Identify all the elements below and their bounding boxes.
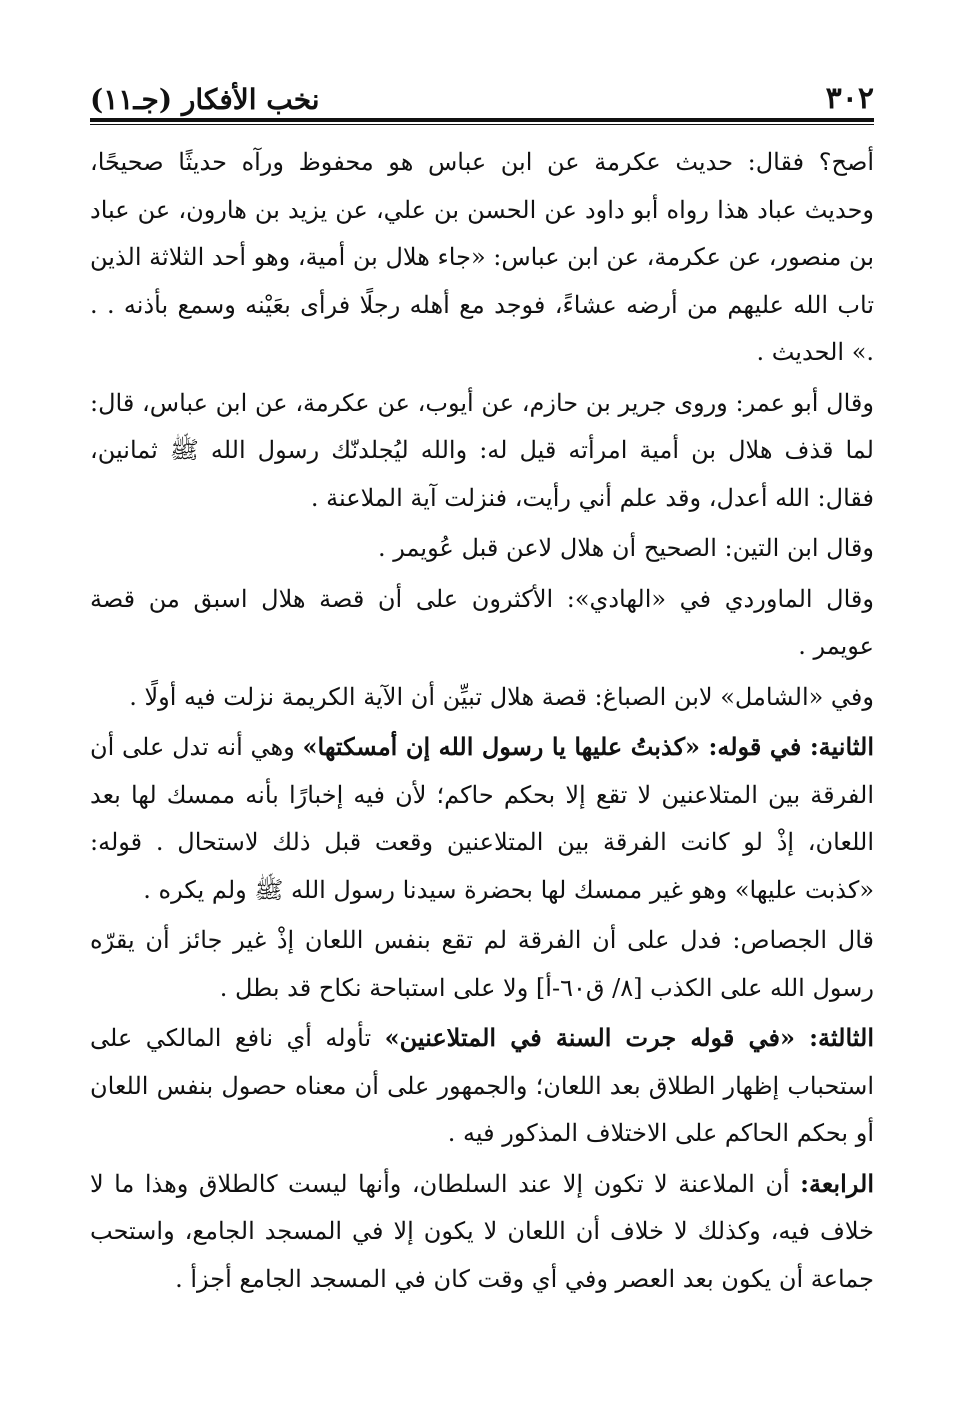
paragraph-3	[90, 524, 874, 573]
paragraph-text: وقال الماوردي في «الهادي»: الأكثرون على أن قصة هلال اسبق من قصة عويمر .	[90, 584, 874, 660]
paragraph-text: قال الجصاص: فدل على أن الفرقة لم تقع بنفس اللعان إذْ غير جائز أن يقرّه رسول الله على الكذب [٨/ ق٦٠-أ] ولا على استباحة نكاح قد بطل .	[90, 926, 874, 1002]
paragraph-text: تأوله أي نافع المالكي على استحباب إظهار الطلاق بعد اللعان؛ والجمهور على أن معناه حصول بنفس اللعان أو بحكم الحاكم على الاختلاف المذكور فيه .	[90, 1024, 874, 1147]
paragraph-8	[90, 1014, 874, 1158]
paragraph-2	[90, 379, 874, 523]
paragraph-6	[90, 723, 874, 914]
paragraph-text: وقال أبو عمر: وروى جرير بن حازم، عن أيوب، عن عكرمة، عن ابن عباس، قال: لما قذف هلال بن أمية امرأته قيل له: والله ليُجلدنّك رسول الله ﷺ ثمانين، فقال: الله أعدل، وقد علم أني رأيت، فنزلت آية الملاعنة .	[90, 388, 874, 512]
header-rule-thin	[90, 124, 874, 125]
paragraph-text: أن الملاعنة لا تكون إلا عند السلطان، وأنها ليست كالطلاق وهذا ما لا خلاف فيه، وكذلك لا خلاف أن اللعان لا يكون إلا في المسجد الجامع، واستحب جماعة أن يكون بعد العصر وفي أي وقت كان في المسجد الجامع أجزأ .	[90, 1169, 874, 1293]
running-title: نخب الأفكار (جـ١١)	[90, 83, 320, 116]
paragraph-lead: الثانية: في قوله: «كذبتُ عليها يا رسول الله إن أمسكتها»	[302, 732, 875, 761]
paragraph-7	[90, 916, 874, 1012]
page-number: ٣٠٢	[825, 81, 874, 116]
page-header	[90, 66, 874, 116]
paragraph-text: وفي «الشامل» لابن الصباغ: قصة هلال تبيِّن أن الآية الكريمة نزلت فيه أولًا .	[129, 682, 874, 711]
paragraph-text: أصح؟ فقال: حديث عكرمة عن ابن عباس هو محفوظ ورآه حديثًا صحيحًا، وحديث عباد هذا رواه أبو داود عن الحسن بن علي، عن يزيد بن هارون، عن عباد بن منصور، عن عكرمة، عن ابن عباس: «جاء هلال بن أمية، وهو أحد الثلاثة الذين تاب الله عليهم من أرضه عشاءً، فوجد مع أهله رجلًا فرأى بعَيْنه وسمع بأذنه . . .» الحديث .	[90, 148, 875, 366]
paragraph-1	[90, 138, 874, 377]
paragraph-lead: الرابعة:	[800, 1168, 874, 1198]
paragraph-text: وقال ابن التين: الصحيح أن هلال لاعن قبل عُويمر .	[378, 534, 874, 562]
paragraph-9	[90, 1160, 874, 1304]
header-rule-thick	[90, 118, 874, 122]
body-text	[90, 138, 874, 1305]
paragraph-5	[90, 673, 874, 722]
paragraph-4	[90, 575, 874, 671]
paragraph-text: وهي أنه تدل على أن الفرقة بين المتلاعنين لا تقع إلا بحكم حاكم؛ لأن فيه إخبارًا بأنه ممسك لها بعد اللعان، إذْ لو كانت الفرقة بين المتلاعنين وقعت قبل ذلك لاستحال . قوله: «كذبت عليها» وهو غير ممسك لها بحضرة سيدنا رسول الله ﷺ ولم يكره .	[90, 733, 875, 904]
paragraph-lead: الثالثة: «في قوله جرت السنة في المتلاعنين»	[384, 1023, 874, 1052]
